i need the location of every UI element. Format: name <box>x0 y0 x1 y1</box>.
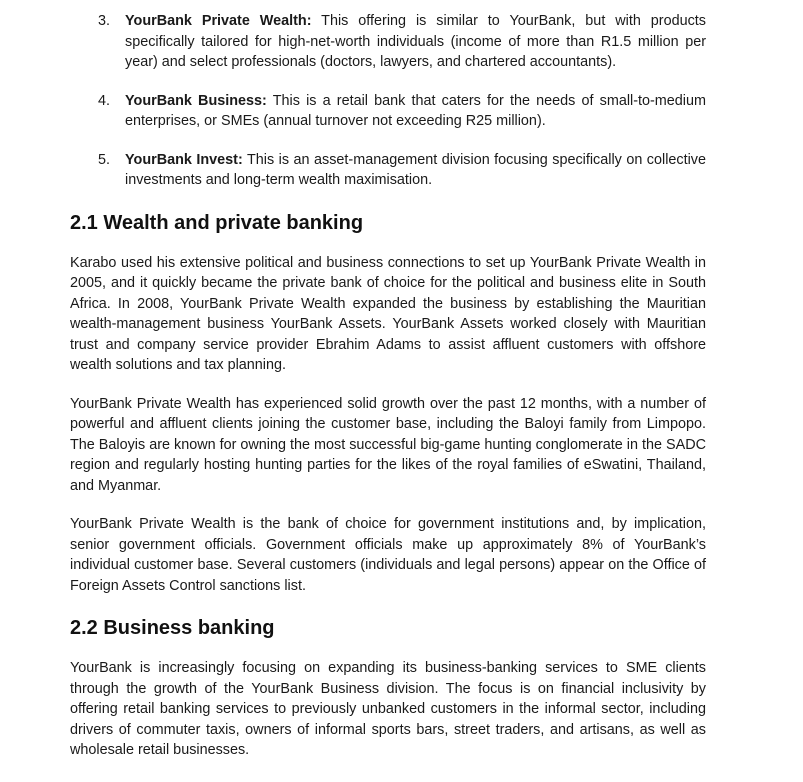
list-item <box>70 11 706 73</box>
list-term: YourBank Invest: <box>125 151 243 168</box>
list-item <box>70 150 706 191</box>
paragraph: YourBank Private Wealth is the bank of choice for government institutions and, by implication, senior government officials. Government officials make up approximately 8% of YourBank’s individual customer base. Several customers (individuals and legal persons) appear on the Office of Foreign Assets Control sanctions list. <box>70 516 706 594</box>
list-number: 3. <box>98 13 111 29</box>
paragraph: Karabo used his extensive political and business connections to set up YourBank Private Wealth in 2005, and it quickly became the private bank of choice for the political and business elite in South Africa. In 2008, YourBank Private Wealth expanded the business by establishing the Mauritian wealth-management business YourBank Assets. YourBank Assets worked closely with Mauritian trust and company service provider Ebrahim Adams to assist affluent customers with offshore wealth solutions and tax planning. <box>70 254 706 373</box>
list-term: YourBank Private Wealth: <box>125 13 312 29</box>
list-text: This is an asset-management division focusing specifically on collective investments and long-term wealth maximisation. <box>125 151 706 188</box>
document-page <box>70 11 706 779</box>
list-term: YourBank Business: <box>125 92 267 109</box>
section-heading-business: 2.2 Business banking <box>70 617 275 639</box>
paragraph: YourBank is increasingly focusing on expanding its business-banking services to SME clients through the growth of the YourBank Business division. The focus is on financial inclusivity by offering retail banking services to previously unbanked customers in the informal sector, including drivers of commuter taxis, owners of informal sports bars, street traders, and artisans, as well as wholesale retail businesses. <box>70 660 706 758</box>
list-number: 4. <box>98 92 111 109</box>
list-number: 5. <box>98 151 111 168</box>
list-item <box>70 91 706 132</box>
section-heading-wealth: 2.1 Wealth and private banking <box>70 211 364 234</box>
division-list <box>70 11 706 191</box>
list-text: This offering is similar to YourBank, but with products specifically tailored for high-net-worth individuals (income of more than R1.5 million per year) and select professionals (doctors, lawyers, and chartered accountants). <box>125 13 706 70</box>
paragraph: YourBank Private Wealth has experienced solid growth over the past 12 months, with a number of powerful and affluent clients joining the customer base, including the Baloyi family from Limpopo. The Baloyis are known for owning the most successful big-game hunting conglomerate in the SADC region and regularly hosting hunting parties for the likes of the royal families of eSwatini, Thailand, and Myanmar. <box>70 395 706 494</box>
list-text: This is a retail bank that caters for the needs of small-to-medium enterprises, or SMEs (annual turnover not exceeding R25 million). <box>125 92 706 129</box>
